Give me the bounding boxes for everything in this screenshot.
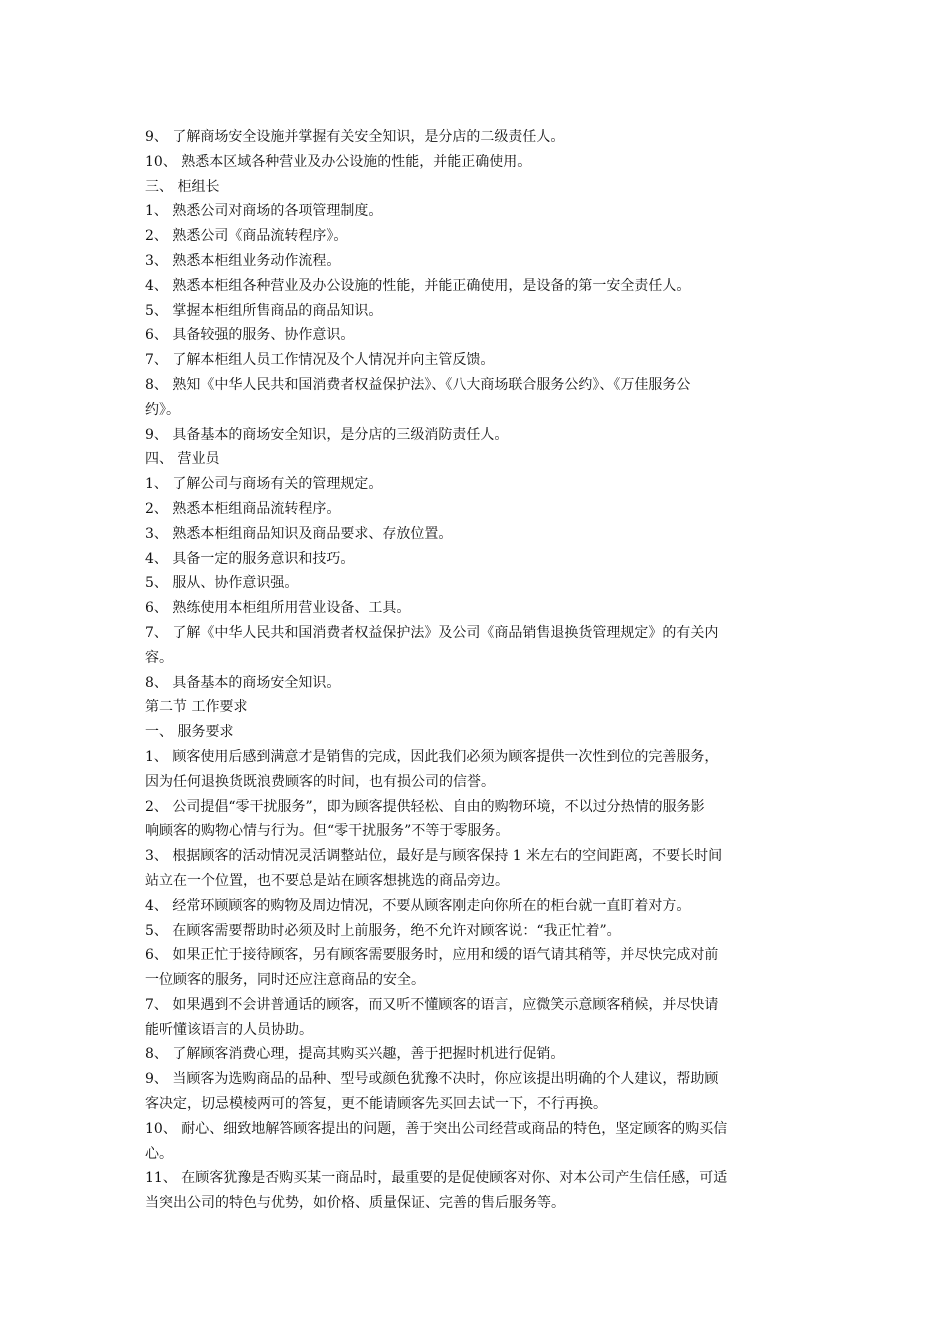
text-line: 6、 熟练使用本柜组所用营业设备、工具。 [145,600,411,617]
text-line: 5、 服从、协作意识强。 [145,575,299,592]
text-line: 客决定，切忌模棱两可的答复，更不能请顾客先买回去试一下，不行再换。 [145,1096,607,1113]
text-line: 7、 如果遇到不会讲普通话的顾客，而又听不懂顾客的语言，应微笑示意顾客稍候，并尽快请 [145,996,719,1013]
text-line: 1、 顾客使用后感到满意才是销售的完成，因此我们必须为顾客提供一次性到位的完善服务， [145,748,719,765]
text-line: 响顾客的购物心情与行为。但“零干扰服务”不等于零服务。 [145,823,510,840]
text-line: 7、 了解《中华人民共和国消费者权益保护法》及公司《商品销售退换货管理规定》的有关内 [145,624,719,641]
text-line: 2、 熟悉本柜组商品流转程序。 [145,500,341,517]
text-line: 8、 了解顾客消费心理，提高其购买兴趣，善于把握时机进行促销。 [145,1046,565,1063]
text-line: 2、 公司提倡“零干扰服务”，即为顾客提供轻松、自由的购物环境，不以过分热情的服务影 [145,798,705,815]
text-line: 当突出公司的特色与优势，如价格、质量保证、完善的售后服务等。 [145,1195,565,1212]
text-line: 6、 如果正忙于接待顾客，另有顾客需要服务时，应用和缓的语气请其稍等，并尽快完成对前 [145,947,719,964]
text-line: 6、 具备较强的服务、协作意识。 [145,327,355,344]
text-line: 站立在一个位置，也不要总是站在顾客想挑选的商品旁边。 [145,872,509,889]
section-heading: 一、 服务要求 [145,724,234,741]
section-heading: 三、 柜组长 [145,178,220,195]
document-page [145,125,807,1216]
text-line: 5、 掌握本柜组所售商品的商品知识。 [145,302,383,319]
text-line: 1、 熟悉公司对商场的各项管理制度。 [145,203,383,220]
text-line: 9、 具备基本的商场安全知识，是分店的三级消防责任人。 [145,426,509,443]
text-line: 8、 具备基本的商场安全知识。 [145,674,341,691]
text-line: 1、 了解公司与商场有关的管理规定。 [145,476,383,493]
text-line: 一位顾客的服务，同时还应注意商品的安全。 [145,972,425,989]
text-line: 8、 熟知《中华人民共和国消费者权益保护法》、《八大商场联合服务公约》、《万佳服务公 [145,376,691,393]
text-line: 2、 熟悉公司《商品流转程序》。 [145,228,348,245]
text-line: 心。 [145,1145,173,1162]
text-line: 3、 根据顾客的活动情况灵活调整站位，最好是与顾客保持 1 米左右的空间距离，不要长时间 [145,848,723,865]
text-line: 9、 当顾客为选购商品的品种、型号或颜色犹豫不决时，你应该提出明确的个人建议，帮助顾 [145,1071,719,1088]
text-line: 因为任何退换货既浪费顾客的时间，也有损公司的信誉。 [145,773,495,790]
text-line: 3、 熟悉本柜组业务动作流程。 [145,252,341,269]
text-line: 9、 了解商场安全设施并掌握有关安全知识，是分店的二级责任人。 [145,129,565,145]
text-line: 容。 [145,649,173,666]
text-line: 10、 熟悉本区域各种营业及办公设施的性能，并能正确使用。 [145,153,532,170]
text-line: 能听懂该语言的人员协助。 [145,1021,313,1038]
text-line: 4、 熟悉本柜组各种营业及办公设施的性能，并能正确使用，是设备的第一安全责任人。 [145,277,691,294]
text-line: 3、 熟悉本柜组商品知识及商品要求、存放位置。 [145,525,453,542]
text-line: 4、 具备一定的服务意识和技巧。 [145,550,355,567]
chapter-heading: 第二节 工作要求 [145,699,248,716]
text-line: 4、 经常环顾顾客的购物及周边情况，不要从顾客刚走向你所在的柜台就一直盯着对方。 [145,897,691,914]
text-line: 约》。 [145,401,180,418]
text-line: 5、 在顾客需要帮助时必须及时上前服务，绝不允许对顾客说：“我正忙着”。 [145,922,621,939]
text-line: 10、 耐心、细致地解答顾客提出的问题，善于突出公司经营或商品的特色，坚定顾客的购买信 [145,1120,728,1137]
text-line: 7、 了解本柜组人员工作情况及个人情况并向主管反馈。 [145,352,495,369]
section-heading: 四、 营业员 [145,451,220,468]
text-line: 11、 在顾客犹豫是否购买某一商品时，最重要的是促使顾客对你、对本公司产生信任感，可适 [145,1170,728,1187]
